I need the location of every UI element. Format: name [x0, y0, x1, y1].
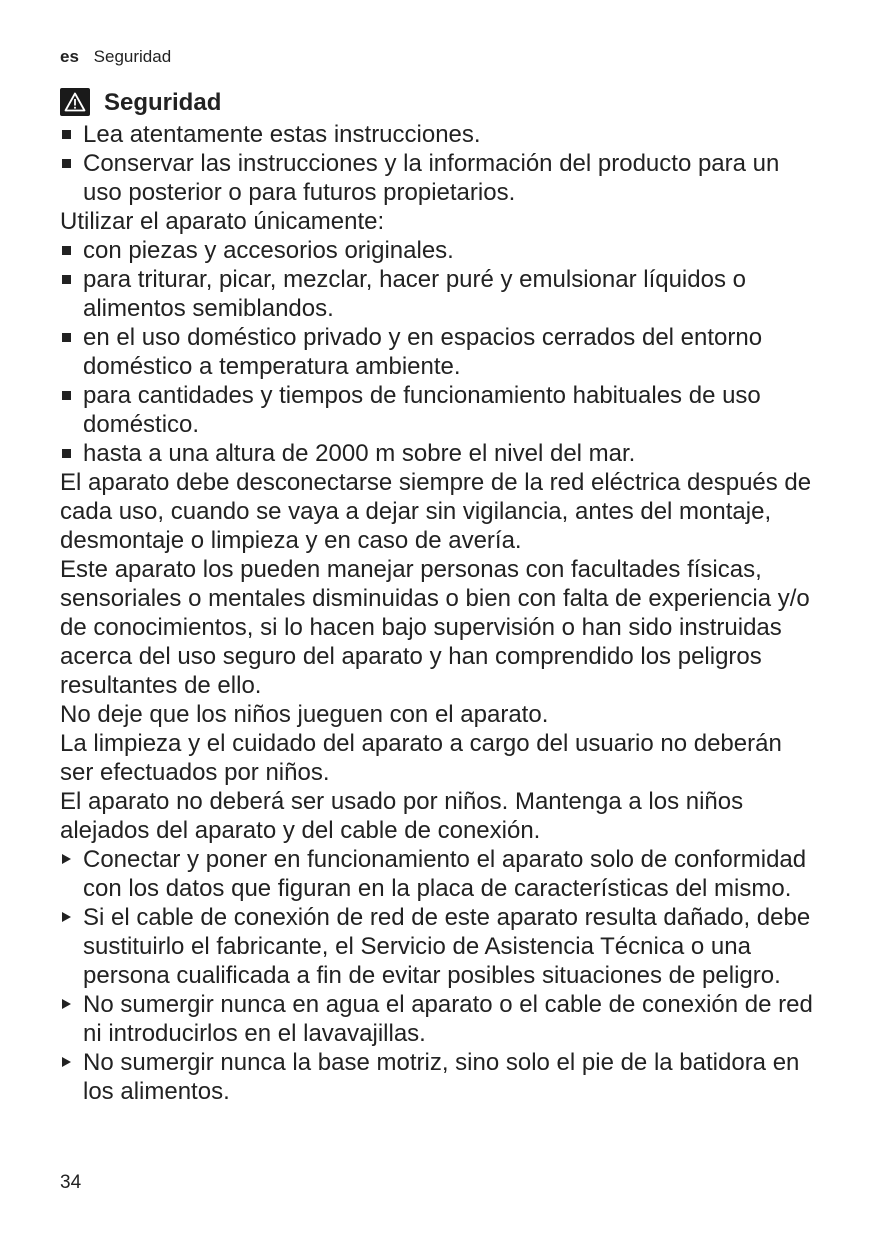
list-item: en el uso doméstico privado y en espacios cerrados del entorno doméstico a temperatura ambiente. — [60, 323, 820, 381]
list-item: para cantidades y tiempos de funcionamiento habituales de uso doméstico. — [60, 381, 820, 439]
header-section: Seguridad — [93, 47, 172, 66]
paragraph: El aparato no deberá ser usado por niños. Mantenga a los niños alejados del aparato y del cable de conexión. — [60, 788, 744, 844]
list-item: Conservar las instrucciones y la información del producto para un uso posterior o para futuros propietarios. — [60, 149, 820, 207]
list-item: Lea atentamente estas instrucciones. — [60, 120, 820, 149]
action-item: No sumergir nunca en agua el aparato o el cable de conexión de red ni introducirlos en el lavavajillas. — [60, 990, 820, 1048]
use-list — [60, 236, 820, 468]
list-item: para triturar, picar, mezclar, hacer puré y emulsionar líquidos o alimentos semiblandos. — [60, 265, 820, 323]
page-title: Seguridad — [104, 88, 222, 116]
list-item: hasta a una altura de 2000 m sobre el nivel del mar. — [60, 439, 820, 468]
page-number: 34 — [60, 1172, 82, 1193]
list-item: con piezas y accesorios originales. — [60, 236, 820, 265]
running-header — [60, 47, 171, 67]
paragraph: Este aparato los pueden manejar personas con facultades físicas, sensoriales o mentales disminuidas o bien con falta de experiencia y/o de conocimientos, si lo hacen bajo supervisión o han sido instruidas acerca del uso seguro del aparato y han comprendido los peligros resultantes de ello. — [60, 556, 810, 699]
paragraph: No deje que los niños jueguen con el aparato. — [60, 701, 549, 728]
action-list — [60, 845, 820, 1106]
action-item: No sumergir nunca la base motriz, sino solo el pie de la batidora en los alimentos. — [60, 1048, 820, 1106]
action-item: Si el cable de conexión de red de este aparato resulta dañado, debe sustituirlo el fabricante, el Servicio de Asistencia Técnica o una persona cualificada a fin de evitar posibles situaciones de peligro. — [60, 903, 820, 990]
use-intro: Utilizar el aparato únicamente: — [60, 208, 385, 235]
paragraph: La limpieza y el cuidado del aparato a cargo del usuario no deberán ser efectuados por niños. — [60, 730, 782, 786]
action-item: Conectar y poner en funcionamiento el aparato solo de conformidad con los datos que figuran en la placa de características del mismo. — [60, 845, 820, 903]
safety-section — [60, 86, 820, 1106]
warning-triangle-icon — [60, 88, 90, 116]
language-code: es — [60, 47, 79, 66]
section-heading — [60, 86, 820, 118]
paragraph: El aparato debe desconectarse siempre de la red eléctrica después de cada uso, cuando se vaya a dejar sin vigilancia, antes del montaje, desmontaje o limpieza y en caso de avería. — [60, 469, 812, 554]
intro-list — [60, 120, 820, 207]
